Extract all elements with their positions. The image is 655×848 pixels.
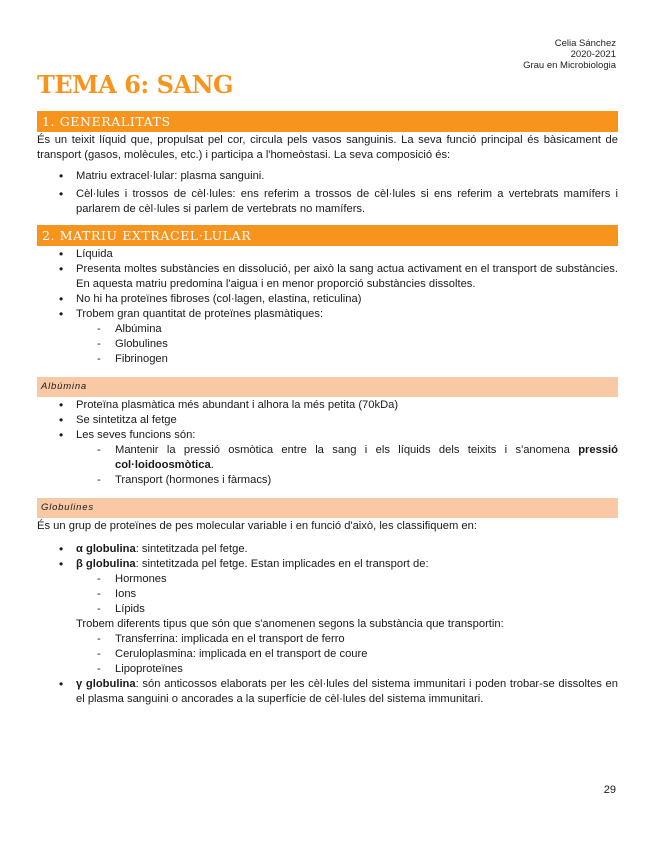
beta-types-note: Trobem diferents tipus que són que s'anomenen segons la substància que transportin:	[76, 618, 504, 630]
generalitats-intro: És un teixit líquid que, propulsat pel cor, circula pels vasos sanguinis. La seva funció principal és bàsicament de transport (gasos, molècules, etc.) i participa a l'homeòstasi. La seva composició és:	[37, 134, 618, 161]
list-item: - Lipoproteïnes	[76, 662, 618, 677]
list-item	[37, 557, 618, 572]
list-item: - Transport (hormones i fàrmacs)	[76, 473, 618, 488]
beta-types-list	[76, 632, 618, 677]
list-item: - Transferrina: implicada en el transport de ferro	[76, 632, 618, 647]
subsection-heading-albumina: Albúmina	[37, 377, 618, 397]
author-name: Celia Sánchez	[554, 38, 616, 49]
globulines-intro: És un grup de proteïnes de pes molecular variable i en funció d'això, les classifiquem en:	[37, 520, 477, 532]
albumina-functions	[76, 443, 618, 488]
list-item: • Proteïna plasmàtica més abundant i alhora la més petita (70kDa)	[37, 398, 618, 413]
page-title: TEMA 6: SANG	[37, 70, 233, 99]
beta-transport-list	[76, 572, 618, 617]
list-item: • No hi ha proteïnes fibroses (col·lagen, elastina, reticulina)	[37, 292, 618, 307]
list-item: - Hormones	[76, 572, 618, 587]
function-end: .	[210, 459, 214, 471]
list-item: • Les seves funcions són:	[37, 428, 618, 443]
list-item: - Albúmina	[76, 322, 618, 337]
list-item: - Ceruloplasmina: implicada en el transport de coure	[76, 647, 618, 662]
protein-list	[76, 322, 618, 367]
list-item	[37, 677, 618, 707]
list-item: • Presenta moltes substàncies en dissolució, per això la sang actua activament en el transport de substàncies. En aquesta matriu predomina l'aigua i en menor proporció substàncies dissoltes.	[37, 262, 618, 292]
composition-list	[37, 169, 618, 217]
list-item: • Se sintetitza al fetge	[37, 413, 618, 428]
degree-name: Grau en Microbiologia	[523, 60, 616, 71]
document-header	[523, 38, 616, 71]
list-item: - Fibrinogen	[76, 352, 618, 367]
subsection-heading-globulines: Globulines	[37, 498, 618, 518]
albumina-list	[37, 398, 618, 443]
list-item: - Lípids	[76, 602, 618, 617]
academic-year: 2020-2021	[570, 49, 616, 60]
globulines-list	[37, 542, 618, 572]
globulin-description: : sintetitzada pel fetge.	[135, 543, 248, 555]
globulin-label: γ globulina	[76, 678, 136, 690]
globulin-description: : són anticossos elaborats per les cèl·lules del sistema immunitari i poden trobar-se dissoltes en el plasma sanguini o ancorades a la superfície de cèl·lules del sistema immunitari.	[76, 678, 619, 705]
list-item: • Matriu extracel·lular: plasma sanguini.	[37, 169, 618, 184]
page-number: 29	[603, 784, 616, 796]
function-term: pressió col·loidoosmòtica	[115, 444, 618, 471]
list-item	[76, 443, 618, 473]
list-item: - Ions	[76, 587, 618, 602]
list-item: - Globulines	[76, 337, 618, 352]
list-item: • Trobem gran quantitat de proteïnes plasmàtiques:	[37, 307, 618, 322]
globulin-label: α globulina	[76, 543, 136, 555]
matriu-list	[37, 247, 618, 322]
list-item: • Líquida	[37, 247, 618, 262]
document-body	[37, 111, 618, 707]
gamma-list	[37, 677, 618, 707]
list-item	[37, 542, 618, 557]
list-item: • Cèl·lules i trossos de cèl·lules: ens referim a trossos de cèl·lules si ens referim a vertebrats mamífers i parlarem de cèl·lules si parlem de vertebrats no mamífers.	[37, 187, 618, 217]
globulin-description: : sintetitzada pel fetge. Estan implicades en el transport de:	[135, 558, 429, 570]
function-text: Mantenir la pressió osmòtica entre la sang i els líquids dels teixits i s'anomena	[115, 444, 579, 456]
section-heading-matriu: 2. MATRIU EXTRACEL·LULAR	[37, 225, 618, 246]
globulin-label: β globulina	[76, 558, 136, 570]
section-heading-generalitats: 1. GENERALITATS	[37, 111, 618, 132]
